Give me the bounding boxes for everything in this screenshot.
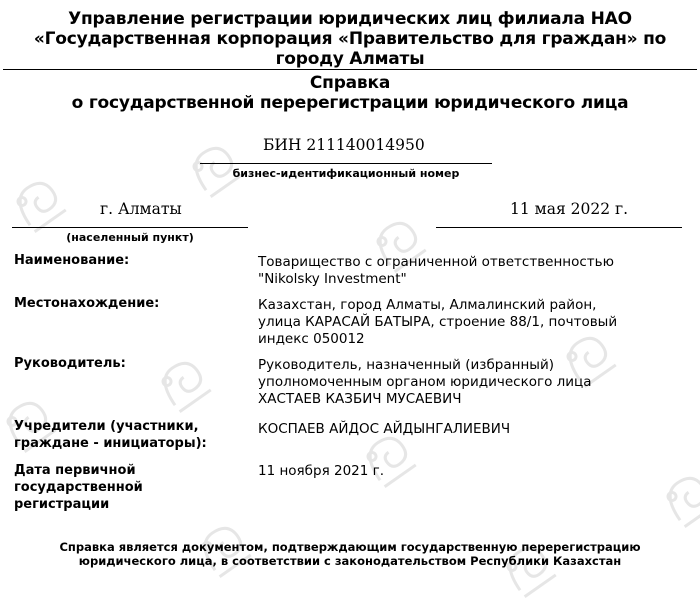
first-registration-value: 11 ноября 2021 г.: [258, 463, 385, 479]
issue-date: 11 мая 2022 г.: [510, 200, 629, 218]
name-label: Наименование:: [14, 253, 130, 268]
organization-line-3: городу Алматы: [275, 49, 425, 69]
founders-label: Учредители (участники, граждане - инициаторы):: [14, 419, 207, 451]
bin-underline: [200, 163, 492, 164]
document-title: [0, 73, 700, 113]
ornament-watermark-icon: [0, 164, 75, 239]
director-label: Руководитель:: [14, 356, 126, 371]
organization-line-1: Управление регистрации юридических лиц филиала НАО: [68, 9, 632, 29]
location-value: Казахстан, город Алматы, Алмалинский район, улица КАРАСАЙ БАТЫРА, строение 88/1, почтовый индекс 050012: [258, 297, 618, 347]
name-value: Товарищество с ограниченной ответственностью "Nikolsky Investment": [258, 254, 614, 287]
bin-number: БИН 211140014950: [263, 136, 425, 154]
city-value: г. Алматы: [100, 200, 182, 218]
date-underline: [436, 227, 682, 228]
document-title-text: Справка: [309, 73, 391, 93]
header-divider: [3, 69, 697, 70]
footer-line-2: юридического лица, в соответствии с законодательством Республики Казахстан: [78, 554, 622, 568]
organization-line-2: «Государственная корпорация «Правительство для граждан» по: [33, 29, 667, 49]
founders-value: КОСПАЕВ АЙДОС АЙДЫНГАЛИЕВИЧ: [258, 421, 511, 437]
footer-note: [0, 540, 700, 568]
city-underline: [12, 227, 248, 228]
location-label: Местонахождение:: [14, 296, 160, 311]
first-registration-label: Дата первичной государственной регистрации: [14, 463, 143, 512]
city-caption: (населенный пункт): [66, 231, 194, 244]
footer-line-1: Справка является документом, подтверждающим государственную перерегистрацию: [59, 540, 641, 554]
director-value: Руководитель, назначенный (избранный) уполномоченным органом юридического лица ХАСТАЕВ КАЗБИЧ МУСАЕВИЧ: [258, 357, 592, 407]
document-subtitle-text: о государственной перерегистрации юридического лица: [71, 93, 629, 113]
bin-caption: бизнес-идентификационный номер: [232, 167, 460, 180]
organization-name: [0, 9, 700, 69]
